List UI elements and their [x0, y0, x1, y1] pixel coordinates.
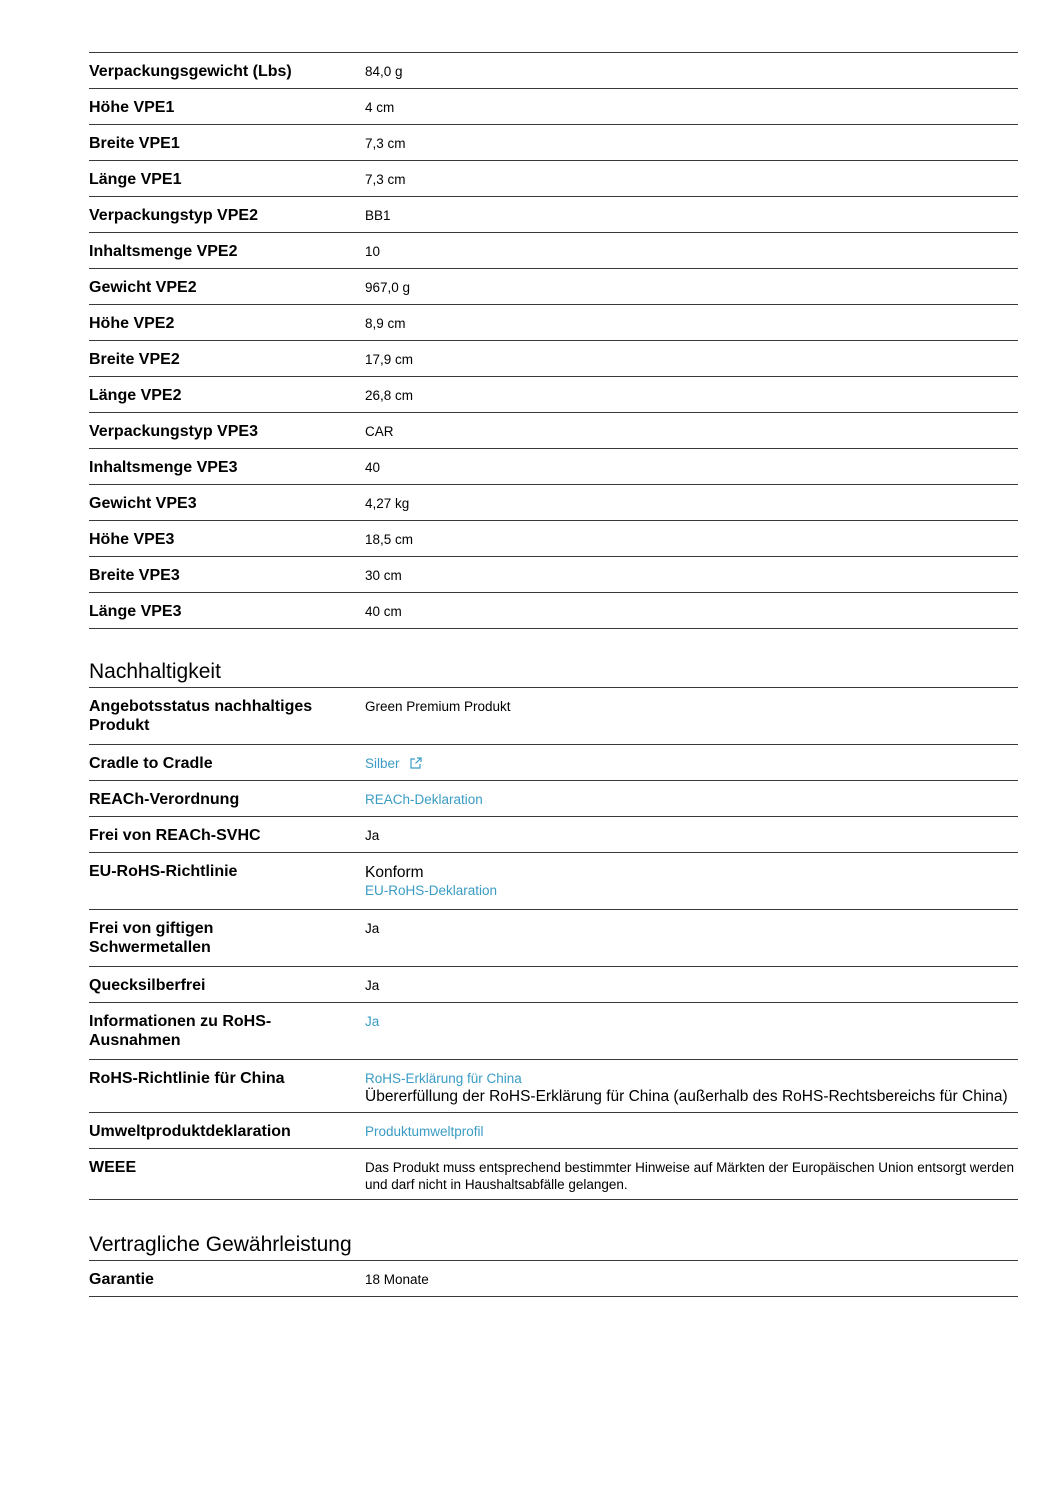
- section-title-sustainability: Nachhaltigkeit: [89, 660, 221, 683]
- table-row: [89, 1261, 1018, 1297]
- row-value: 8,9 cm: [365, 316, 406, 331]
- table-row: [89, 1113, 1018, 1149]
- cradle-to-cradle-link[interactable]: [365, 756, 422, 771]
- row-label: Länge VPE3: [89, 603, 182, 620]
- row-label: Verpackungstyp VPE3: [89, 423, 258, 440]
- row-label: Breite VPE3: [89, 567, 180, 584]
- row-label: Umweltproduktdeklaration: [89, 1123, 291, 1140]
- sustainability-table: [89, 687, 1018, 1200]
- table-row: [89, 521, 1018, 557]
- warranty-table: [89, 1260, 1018, 1297]
- row-value: Konform: [365, 864, 424, 881]
- row-label: Höhe VPE3: [89, 531, 175, 548]
- rohs-exemptions-link[interactable]: Ja: [365, 1014, 380, 1029]
- row-value: CAR: [365, 424, 394, 439]
- row-label: Gewicht VPE3: [89, 495, 197, 512]
- row-value: 4 cm: [365, 100, 395, 115]
- table-row: [89, 449, 1018, 485]
- table-row: [89, 853, 1018, 910]
- table-row: [89, 485, 1018, 521]
- row-label: Inhaltsmenge VPE3: [89, 459, 238, 476]
- table-row: [89, 377, 1018, 413]
- packaging-table: [89, 52, 1018, 629]
- table-row: [89, 1149, 1018, 1200]
- row-label: Gewicht VPE2: [89, 279, 197, 296]
- table-row: [89, 688, 1018, 745]
- spec-sheet: [89, 52, 1018, 1297]
- china-rohs-declaration-link[interactable]: RoHS-Erklärung für China: [365, 1071, 522, 1086]
- row-value: 18,5 cm: [365, 532, 414, 547]
- table-row: [89, 161, 1018, 197]
- table-row: [89, 305, 1018, 341]
- row-value: 17,9 cm: [365, 352, 414, 367]
- external-link-icon: [410, 756, 422, 768]
- row-value: 40 cm: [365, 604, 402, 619]
- table-row: [89, 89, 1018, 125]
- reach-declaration-link[interactable]: REACh-Deklaration: [365, 792, 483, 807]
- row-value: Ja: [365, 978, 380, 993]
- row-label: Informationen zu RoHS-Ausnahmen: [89, 1013, 272, 1049]
- table-row: [89, 593, 1018, 629]
- link-text: Silber: [365, 756, 400, 771]
- row-value: 967,0 g: [365, 280, 411, 295]
- row-label: Frei von giftigen Schwermetallen: [89, 920, 214, 956]
- row-label: WEEE: [89, 1159, 137, 1176]
- row-label: Verpackungstyp VPE2: [89, 207, 258, 224]
- row-label: Länge VPE1: [89, 171, 182, 188]
- row-value: 7,3 cm: [365, 136, 406, 151]
- table-row: [89, 817, 1018, 853]
- row-value: Ja: [365, 921, 380, 936]
- table-row: [89, 53, 1018, 89]
- row-label: Cradle to Cradle: [89, 755, 213, 772]
- product-environmental-profile-link[interactable]: Produktumweltprofil: [365, 1124, 484, 1139]
- row-value: 40: [365, 460, 381, 475]
- table-row: [89, 269, 1018, 305]
- table-row: [89, 745, 1018, 781]
- table-row: [89, 1060, 1018, 1113]
- row-label: Verpackungsgewicht (Lbs): [89, 63, 292, 80]
- row-label: Frei von REACh-SVHC: [89, 827, 261, 844]
- row-value: Das Produkt muss entsprechend bestimmter Hinweise auf Märkten der Europäischen Union entsorgt werden und darf nicht in Haushaltsabfälle gelangen.: [365, 1160, 1015, 1192]
- row-label: Garantie: [89, 1271, 154, 1288]
- row-value: Übererfüllung der RoHS-Erklärung für China (außerhalb des RoHS-Rechtsbereichs für China): [365, 1088, 1008, 1105]
- table-row: [89, 967, 1018, 1003]
- section-title-warranty: Vertragliche Gewährleistung: [89, 1233, 352, 1256]
- row-label: EU-RoHS-Richtlinie: [89, 863, 238, 880]
- table-row: [89, 341, 1018, 377]
- row-value: 7,3 cm: [365, 172, 406, 187]
- row-label: REACh-Verordnung: [89, 791, 240, 808]
- row-value: 30 cm: [365, 568, 402, 583]
- eu-rohs-declaration-link[interactable]: EU-RoHS-Deklaration: [365, 883, 498, 898]
- table-row: [89, 197, 1018, 233]
- table-row: [89, 233, 1018, 269]
- table-row: [89, 413, 1018, 449]
- row-label: Breite VPE2: [89, 351, 180, 368]
- row-value: 18 Monate: [365, 1272, 429, 1287]
- row-label: Höhe VPE1: [89, 99, 175, 116]
- row-value: 26,8 cm: [365, 388, 414, 403]
- row-value: 84,0 g: [365, 64, 403, 79]
- row-label: Länge VPE2: [89, 387, 182, 404]
- row-label: Höhe VPE2: [89, 315, 175, 332]
- table-row: [89, 557, 1018, 593]
- table-row: [89, 781, 1018, 817]
- table-row: [89, 125, 1018, 161]
- row-value: Ja: [365, 828, 380, 843]
- row-label: Breite VPE1: [89, 135, 180, 152]
- row-value: Green Premium Produkt: [365, 699, 511, 714]
- row-value: 4,27 kg: [365, 496, 410, 511]
- row-value: BB1: [365, 208, 391, 223]
- row-label: Quecksilberfrei: [89, 977, 206, 994]
- row-label: Angebotsstatus nachhaltiges Produkt: [89, 698, 313, 734]
- row-label: RoHS-Richtlinie für China: [89, 1070, 285, 1087]
- row-value: 10: [365, 244, 381, 259]
- row-label: Inhaltsmenge VPE2: [89, 243, 238, 260]
- table-row: [89, 1003, 1018, 1060]
- table-row: [89, 910, 1018, 967]
